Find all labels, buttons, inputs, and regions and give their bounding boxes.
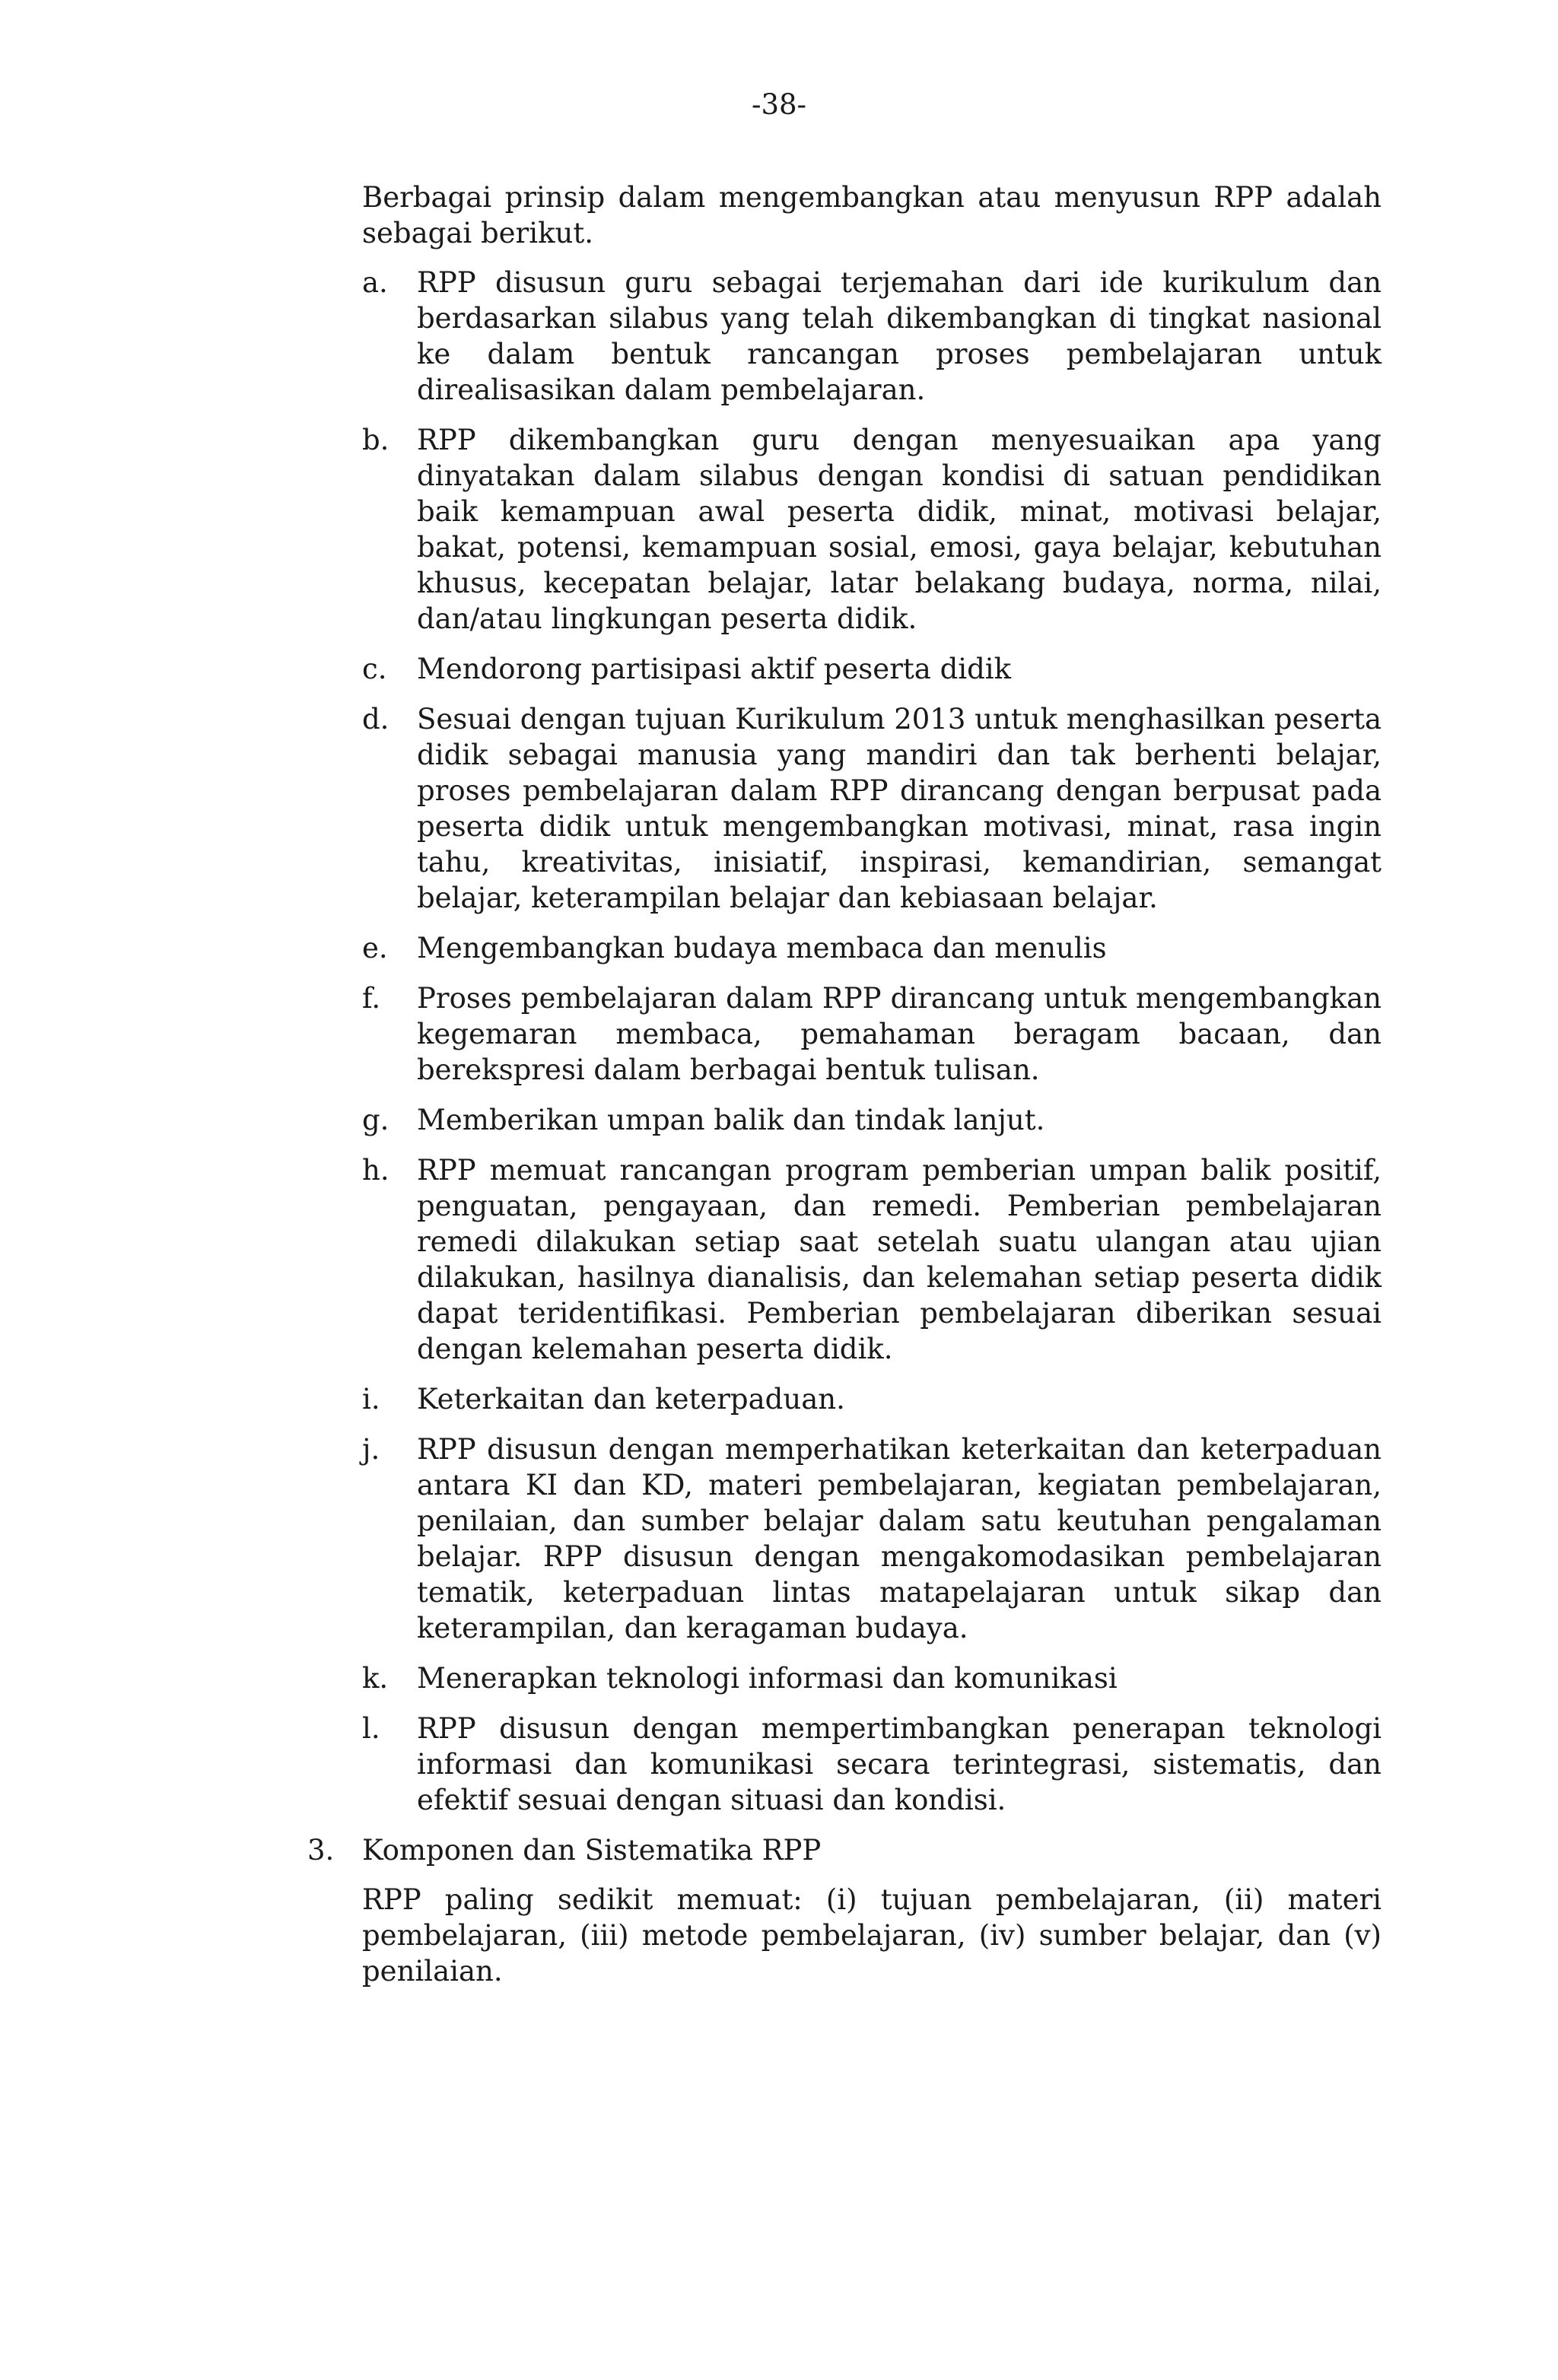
list-item-d — [362, 701, 1382, 916]
list-item-text: RPP disusun guru sebagai terjemahan dari ide kurikulum dan berdasarkan silabus yang telah dikembangkan di tingkat nasional ke dalam bentuk rancangan proses pembelajaran untuk direalisasikan dalam pembelajaran. — [417, 266, 1382, 406]
list-item-b — [362, 422, 1382, 637]
list-marker: c. — [362, 653, 387, 685]
document-body — [307, 180, 1382, 1989]
list-item-a — [362, 265, 1382, 408]
section-title: Komponen dan Sistematika RPP — [362, 1834, 822, 1867]
list-marker: g. — [362, 1104, 390, 1136]
list-marker: k. — [362, 1662, 389, 1695]
list-item-k — [362, 1660, 1382, 1696]
list-item-text: Mendorong partisipasi aktif peserta didik — [417, 653, 1012, 685]
list-marker: d. — [362, 703, 390, 736]
list-item-e — [362, 930, 1382, 966]
list-marker: h. — [362, 1154, 390, 1187]
list-item-text: RPP memuat rancangan program pemberian umpan balik positif, penguatan, pengayaan, dan remedi. Pemberian pembelajaran remedi dilakukan setiap saat setelah suatu ulangan atau ujian dilakukan, hasilnya dianalisis, dan kelemahan setiap peserta didik dapat teridentifikasi. Pemberian pembelajaran diberikan sesuai dengan kelemahan peserta didik. — [417, 1154, 1382, 1365]
list-item-text: Mengembangkan budaya membaca dan menulis — [417, 932, 1107, 964]
list-item-h — [362, 1152, 1382, 1367]
list-item-l — [362, 1711, 1382, 1818]
list-item-j — [362, 1431, 1382, 1646]
list-marker: b. — [362, 424, 390, 456]
list-marker: l. — [362, 1712, 380, 1745]
list-item-text: Proses pembelajaran dalam RPP dirancang untuk mengembangkan kegemaran membaca, pemahaman beragam bacaan, dan berekspresi dalam berbagai bentuk tulisan. — [417, 982, 1382, 1086]
list-marker: i. — [362, 1383, 380, 1416]
list-item-text: RPP disusun dengan mempertimbangkan penerapan teknologi informasi dan komunikasi secara terintegrasi, sistematis, dan efektif sesuai dengan situasi dan kondisi. — [417, 1712, 1382, 1816]
list-marker: j. — [362, 1433, 380, 1466]
list-item-text: Memberikan umpan balik dan tindak lanjut. — [417, 1104, 1045, 1136]
list-item-text: RPP disusun dengan memperhatikan keterkaitan dan keterpaduan antara KI dan KD, materi pembelajaran, kegiatan pembelajaran, penilaian, dan sumber belajar dalam satu keutuhan pengalaman belajar. RPP disusun dengan mengakomodasikan pembelajaran tematik, keterpaduan lintas matapelajaran untuk sikap dan keterampilan, dan keragaman budaya. — [417, 1433, 1382, 1644]
list-item-text: RPP dikembangkan guru dengan menyesuaikan apa yang dinyatakan dalam silabus dengan kondisi di satuan pendidikan baik kemampuan awal peserta didik, minat, motivasi belajar, bakat, potensi, kemampuan sosial, emosi, gaya belajar, kebutuhan khusus, kecepatan belajar, latar belakang budaya, norma, nilai, dan/atau lingkungan peserta didik. — [417, 424, 1382, 635]
page-number: -38- — [751, 88, 807, 121]
list-item-text: Sesuai dengan tujuan Kurikulum 2013 untuk menghasilkan peserta didik sebagai manusia yang mandiri dan tak berhenti belajar, proses pembelajaran dalam RPP dirancang dengan berpusat pada peserta didik untuk mengembangkan motivasi, minat, rasa ingin tahu, kreativitas, inisiatif, inspirasi, kemandirian, semangat belajar, keterampilan belajar dan kebiasaan belajar. — [417, 703, 1382, 914]
list-item-i — [362, 1381, 1382, 1417]
list-marker: a. — [362, 266, 388, 299]
section-heading — [307, 1832, 1382, 1868]
list-marker: f. — [362, 982, 381, 1015]
list-item-f — [362, 980, 1382, 1088]
section-body: RPP paling sedikit memuat: (i) tujuan pembelajaran, (ii) materi pembelajaran, (iii) metode pembelajaran, (iv) sumber belajar, dan (v) penilaian. — [362, 1883, 1382, 1988]
list-item-c — [362, 651, 1382, 687]
intro-paragraph: Berbagai prinsip dalam mengembangkan atau menyusun RPP adalah sebagai berikut. — [362, 181, 1382, 249]
section-number: 3. — [307, 1834, 335, 1867]
list-item-text: Menerapkan teknologi informasi dan komunikasi — [417, 1662, 1118, 1695]
list-item-g — [362, 1102, 1382, 1138]
principles-list — [362, 265, 1382, 1818]
list-marker: e. — [362, 932, 388, 964]
list-item-text: Keterkaitan dan keterpaduan. — [417, 1383, 845, 1416]
